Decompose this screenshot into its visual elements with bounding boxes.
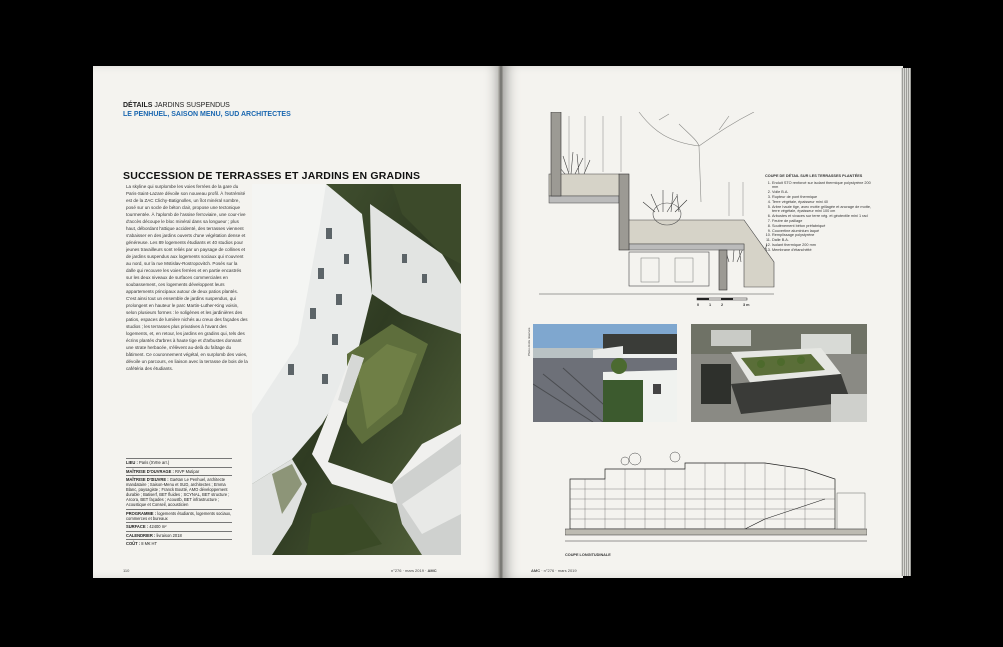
section-kicker	[123, 102, 230, 110]
legend-item: 2. Voile B.A.	[772, 190, 875, 195]
legend-item: 4. Terre végétale, épaisseur mini 40	[772, 200, 875, 205]
legend-item: 11. Dalle B.A.	[772, 238, 875, 243]
photo-railway-view	[533, 324, 677, 422]
project-facts	[126, 458, 232, 548]
legend-item: 7. Feutre de paillage	[772, 219, 875, 224]
detail-section-drawing	[529, 112, 781, 302]
article-headline: SUCCESSION DE TERRASSES ET JARDINS EN GRADINS	[123, 170, 421, 182]
scale-label-3: 3 m	[743, 303, 750, 307]
legend-list	[765, 181, 875, 253]
fact-location: LIEU : Paris (XVIIe arr.)	[126, 458, 232, 467]
legend-item: 13. Membrane d'étanchéité	[772, 248, 875, 253]
kicker-bold: DÉTAILS	[123, 102, 153, 109]
detail-legend	[765, 174, 875, 253]
scale-label-1: 1	[709, 303, 712, 307]
legend-item: 12. Isolant thermique 200 mm	[772, 243, 875, 248]
scale-label-2: 2	[721, 303, 724, 307]
legend-item: 6. Arbustes et vivaces sur terre vég. et géotextile mini 1 rad	[772, 214, 875, 219]
right-page	[503, 66, 903, 578]
fact-architects: MAÎTRISE D'ŒUVRE : Gaëtan Le Penhuel, architecte mandataire ; Saison-Menu et SUD, architectes ; Emma Blanc, paysagiste ; Franck Boutté, AMO développement durable ; Batiserf, BET fluides ; SCYNAL, BET structure ; Arcora, BET façades ; Acoustb, BET infrastructure ; Acoustique et Conseil, acousticien	[126, 475, 232, 509]
fact-cost: COÛT : 8 M€ HT	[126, 539, 232, 548]
kicker-rest: JARDINS SUSPENDUS	[154, 102, 230, 109]
legend-item: 8. Soutènement béton préfabriqué	[772, 224, 875, 229]
folio-issue-left: n°276 · mars 2019 · AMC	[391, 568, 437, 573]
scale-label-0: 0	[697, 303, 700, 307]
section-caption: COUPE LONGITUDINALE	[565, 553, 611, 557]
fact-schedule: CALENDRIER : livraison 2018	[126, 531, 232, 540]
left-page	[93, 66, 501, 578]
architects-line: LE PENHUEL, SAISON MENU, SUD ARCHITECTES	[123, 111, 291, 118]
magazine-spread	[93, 66, 911, 578]
photo-aerial-roofs	[691, 324, 867, 422]
longitudinal-section-drawing	[565, 449, 867, 549]
article-body: La skyline qui surplombe les voies ferrées de la gare du Paris-Saint-Lazare dévoile son nouveau profil. À l'extrémité est de la ZAC Clichy-Batignolles, un îlot minéral sombre, posé sur un socle de béton clair, propose une tectonique tourmentée. À l'aplomb de l'assise ferroviaire, une cour-rive d'accès découpe le bloc minéral dans sa longueur ; plus haut, débordant l'attique accidenté, des terrasses viennent s'abaisser en des jardins ouverts d'une végétation dense et généreuse. Les 89 logements étudiants et 40 studios pour jeunes travailleurs sont reliés par un paysage de collines et de jardins suspendus aux logements sociaux qui s'ouvrent au nord, sur la rue Mstislav-Rostropovitch. Posés sur la dalle qui recouvre les voies ferrées et en partie encastrés sur les deux niveaux de surfaces commerciales en soubassement, ces logements développent leurs appartements principaux autour de deux patios plantés. C'est ainsi tout un ensemble de jardins suspendus, qui prolongent en hauteur le parc Martin-Luther-King voisin, selon plusieurs formes : le soligènes et les jardinières des patios, espaces de lumière nichés au creux des façades des studios ; les terrasses plus privatives à l'avant des logements, et, en retour, les jardins en gradins qui, tels des écrins plantés d'arbres à haute tige et d'arbustes donnant une strate herbacée, s'élèvent au-delà du faîtage du bâtiment. Ce couronnement végétal, en surplomb des voies, dévoile un parcours, en liaison avec la terrasse de bois de la cafétéria des étudiants.	[126, 184, 248, 371]
legend-item: 5. Arbre haute tige, avec motte grillagée et ancrage de motte, terre végétale, épaisseur mini 100 cm	[772, 205, 875, 215]
legend-item: 10. Remplissage polystyrène	[772, 233, 875, 238]
folio-issue-right: AMC · n°276 · mars 2019	[531, 568, 577, 573]
fact-program: PROGRAMME : logements étudiants, logements sociaux, commerces et bureaux	[126, 510, 232, 521]
legend-title: COUPE DE DÉTAIL SUR LES TERRASSES PLANTÉES	[765, 174, 863, 178]
legend-item: 9. Couvertine aluminium laqué	[772, 229, 875, 234]
aerial-photo-terraces	[252, 184, 461, 555]
page-number-left: 110	[123, 568, 130, 573]
legend-item: 1. Enduit STO renforcé sur isolant thermique polystyrène 200 mm	[772, 181, 875, 191]
legend-item: 3. Rupteur de pont thermique	[772, 195, 875, 200]
photo-credit: Photo droits réservés	[527, 327, 531, 356]
fact-client: MAÎTRISE D'OUVRAGE : RIVP Mutipar	[126, 467, 232, 476]
page-edges	[901, 68, 911, 576]
fact-surface: SURFACE : 42400 m²	[126, 522, 232, 531]
